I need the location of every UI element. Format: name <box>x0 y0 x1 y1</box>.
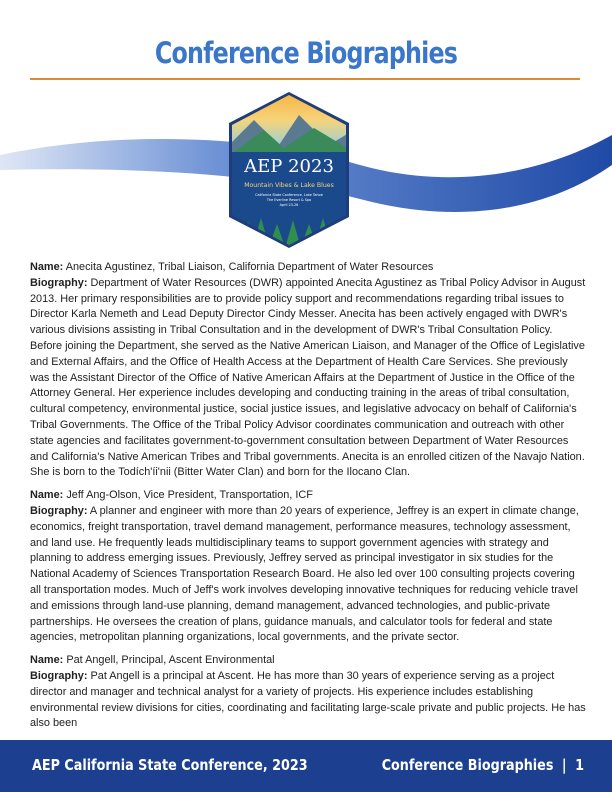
name-line <box>30 260 586 276</box>
bio-entry <box>30 260 586 481</box>
person-name: Anecita Agustinez, Tribal Liaison, California Department of Water Resources <box>65 261 434 273</box>
biography-label: Biography: <box>30 276 88 289</box>
bio-paragraph <box>30 504 586 646</box>
footer-conference-name: AEP California State Conference, 2023 <box>32 756 308 774</box>
person-name: Pat Angell, Principal, Ascent Environmental <box>66 654 275 667</box>
conference-logo <box>224 90 354 250</box>
biographies <box>30 260 586 739</box>
bio-entry <box>30 653 586 732</box>
biography-label: Biography: <box>30 669 88 682</box>
logo-title: AEP 2023 <box>244 156 334 177</box>
page-number: 1 <box>575 756 584 774</box>
page-footer <box>0 740 612 792</box>
biography-label: Biography: <box>30 504 88 517</box>
logo-line-1: California State Conference, Lake Tahoe <box>255 193 323 197</box>
footer-section-title: Conference Biographies <box>381 756 554 774</box>
biography-text: Pat Angell is a principal at Ascent. He has more than 30 years of experience serving as a project director and manager and technical analyst for a variety of projects. His experience includes establishing environmental review divisions for cities, coordinating and facilitating large-scale private and public projects. He has also been <box>30 669 586 730</box>
bio-entry <box>30 488 586 646</box>
logo-tagline: Mountain Vibes & Lake Blues <box>244 182 334 189</box>
biography-text: Department of Water Resources (DWR) appointed Anecita Agustinez as Tribal Policy Advisor in August 2013. Her primary responsibilities are to provide policy support and recommendations regarding tribal issues to Director Karla Nemeth and Lead Deputy Director Cindy Messer. Anecita has been actively engaged with DWR's various divisions assisting in Tribal Consultation and in the development of DWR's Tribal Consultation Policy. Before joining the Department, she served as the Native American Liaison, and Manager of the Office of Legislative and External Affairs, and the Office of Health Access at the Department of Health Care Services. She previously was the Assistant Director of the Office of Native American Affairs at the Department of Justice in the Office of the Attorney General. Her experience includes developing and conducting training in the areas of tribal consultation, cultural competency, environmental justice, social justice issues, and legislative advocacy on behalf of California's Tribal Governments. The Office of the Tribal Policy Advisor coordinates communication and outreach with other state agencies and facilitates government-to-government consultation between Department of Water Resources and California's Native American Tribes and Tribal governments. Anecita is an enrolled citizen of the Navajo Nation. She is born to the Todích'íi'nii (Bitter Water Clan) and born for the Ilocano Clan. <box>30 276 586 479</box>
name-label: Name: <box>30 489 64 502</box>
footer-right-group <box>382 756 584 774</box>
biography-text: A planner and engineer with more than 20 years of experience, Jeffrey is an expert in climate change, economics, freight transportation, travel demand management, performance measures, technology assessment, and land use. He frequently leads multidisciplinary teams to support government agencies with strategy and planning to address emerging issues. Previously, Jeffrey served as principal investigator in six studies for the National Academy of Sciences Transportation Research Board. He also led over 100 consulting projects covering all transportation modes. Much of Jeff's work involves developing innovative techniques for reducing vehicle travel and emissions through land-use planning, demand management, advanced technologies, and public-private partnerships. He oversees the creation of plans, guidance manuals, and calculator tools for federal and state agencies, metropolitan planning organizations, local governments, and the private sector. <box>30 504 579 644</box>
name-label: Name: <box>30 261 64 273</box>
name-label: Name: <box>30 654 64 667</box>
bio-paragraph <box>30 276 586 481</box>
bio-paragraph <box>30 669 586 732</box>
logo-line-2: The Everline Resort & Spa <box>266 198 312 202</box>
person-name: Jeff Ang-Olson, Vice President, Transportation, ICF <box>66 489 313 502</box>
page-title: Conference Biographies <box>154 36 458 70</box>
name-line <box>30 653 586 669</box>
title-divider <box>30 78 580 80</box>
name-line <box>30 488 586 504</box>
logo-line-3: April 23-26 <box>279 203 299 207</box>
footer-separator: | <box>561 756 567 774</box>
